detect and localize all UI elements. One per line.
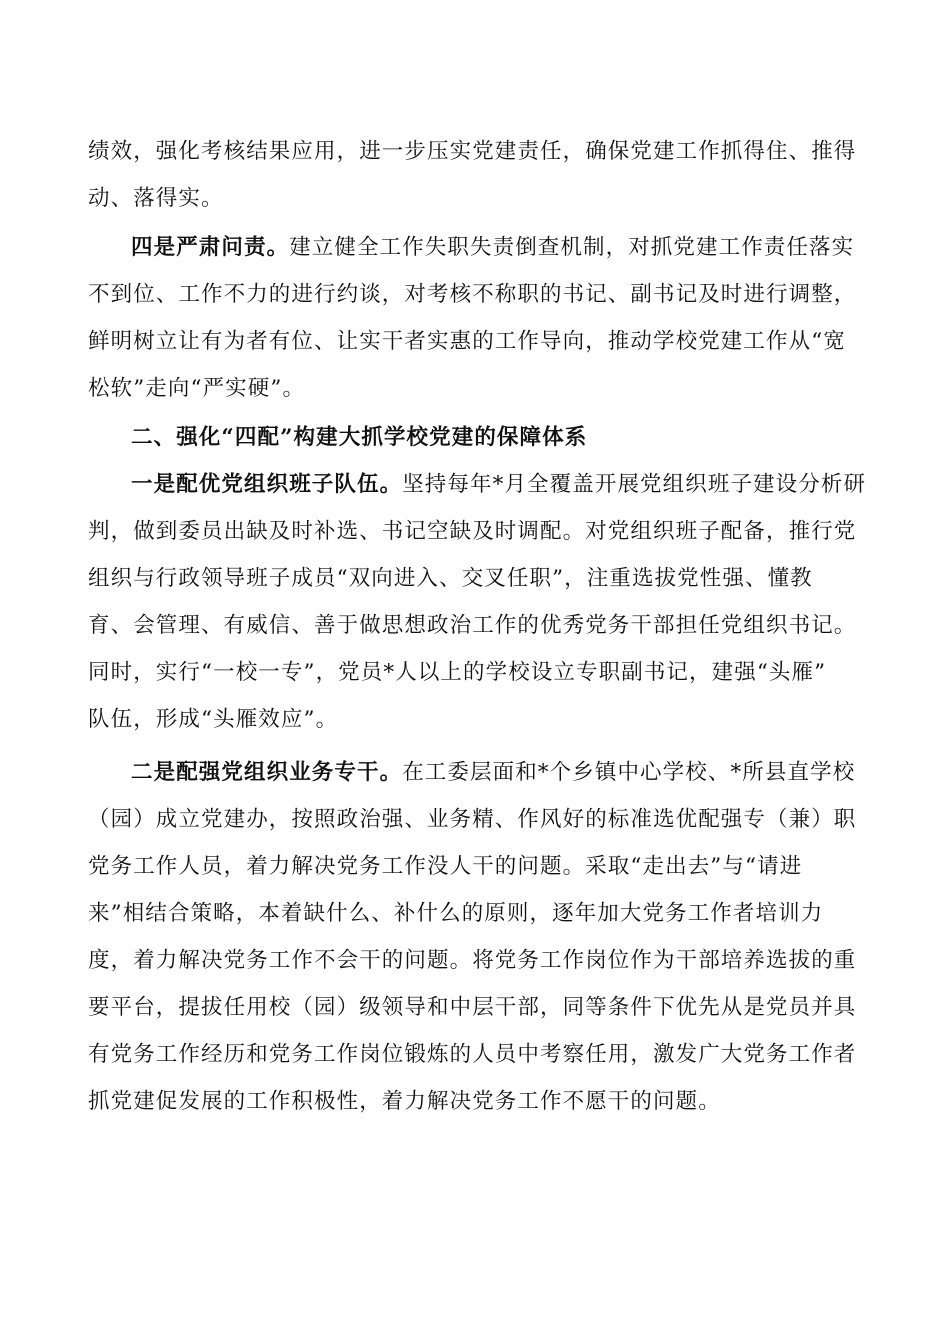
text-line: 队伍，形成“头雁效应”。 <box>88 707 339 732</box>
document-body <box>88 128 867 1125</box>
section-heading: 二、强化“四配”构建大抓学校党建的保障体系 <box>131 425 588 450</box>
text-line: 来”相结合策略，本着缺什么、补什么的原则，逐年加大党务工作者培训力 <box>88 901 824 926</box>
text-line: 动、落得实。 <box>88 186 224 211</box>
paragraph-lead: 一是配优党组织班子队伍。 <box>131 472 403 497</box>
text-line: 有党务工作经历和党务工作岗位锻炼的人员中考察任用，激发广大党务工作者 <box>88 1042 857 1067</box>
paragraph-staffing <box>88 749 857 1125</box>
paragraph-lead: 二是配强党组织业务专干。 <box>131 760 403 785</box>
text-line: 度，着力解决党务工作不会干的问题。将党务工作岗位作为干部培养选拔的重 <box>88 948 857 973</box>
text-line: 判，做到委员出缺及时补选、书记空缺及时调配。对党组织班子配备，推行党 <box>88 519 857 544</box>
text-line: 要平台，提拔任用校（园）级领导和中层干部，同等条件下优先从是党员并具 <box>88 995 857 1020</box>
text-fragment: 坚持每年*月全覆盖开展党组织班子建设分析研 <box>402 472 867 497</box>
text-line: 党务工作人员，着力解决党务工作没人干的问题。采取“走出去”与“请进 <box>88 854 803 879</box>
text-line: 绩效，强化考核结果应用，进一步压实党建责任，确保党建工作抓得住、推得 <box>88 139 857 164</box>
text-line <box>88 461 867 508</box>
text-line: 同时，实行“一校一专”，党员*人以上的学校设立专职副书记，建强“头雁” <box>88 660 827 685</box>
paragraph-team <box>88 461 867 743</box>
text-line: 育、会管理、有威信、善于做思想政治工作的优秀党务干部担任党组织书记。 <box>88 613 857 638</box>
text-line: （园）成立党建办，按照政治强、业务精、作风好的标准选优配强专（兼）职 <box>88 807 857 832</box>
paragraph-performance <box>88 128 857 222</box>
text-line: 鲜明树立让有为者有位、让实干者实惠的工作导向，推动学校党建工作从“宽 <box>88 329 846 354</box>
text-line <box>88 224 855 271</box>
text-line: 松软”走向“严实硬”。 <box>88 376 306 401</box>
text-line <box>88 749 856 796</box>
text-line: 不到位、工作不力的进行约谈，对考核不称职的书记、副书记及时进行调整， <box>88 282 857 307</box>
text-line: 组织与行政领导班子成员“双向进入、交叉任职”，注重选拔党性强、懂教 <box>88 566 813 591</box>
text-fragment: 在工委层面和*个乡镇中心学校、*所县直学校 <box>402 760 856 785</box>
text-fragment: 建立健全工作失职失责倒查机制，对抓党建工作责任落实 <box>289 235 855 260</box>
paragraph-lead: 四是严肃问责。 <box>131 235 290 260</box>
text-line: 抓党建促发展的工作积极性，着力解决党务工作不愿干的问题。 <box>88 1089 721 1114</box>
paragraph-accountability <box>88 224 857 412</box>
